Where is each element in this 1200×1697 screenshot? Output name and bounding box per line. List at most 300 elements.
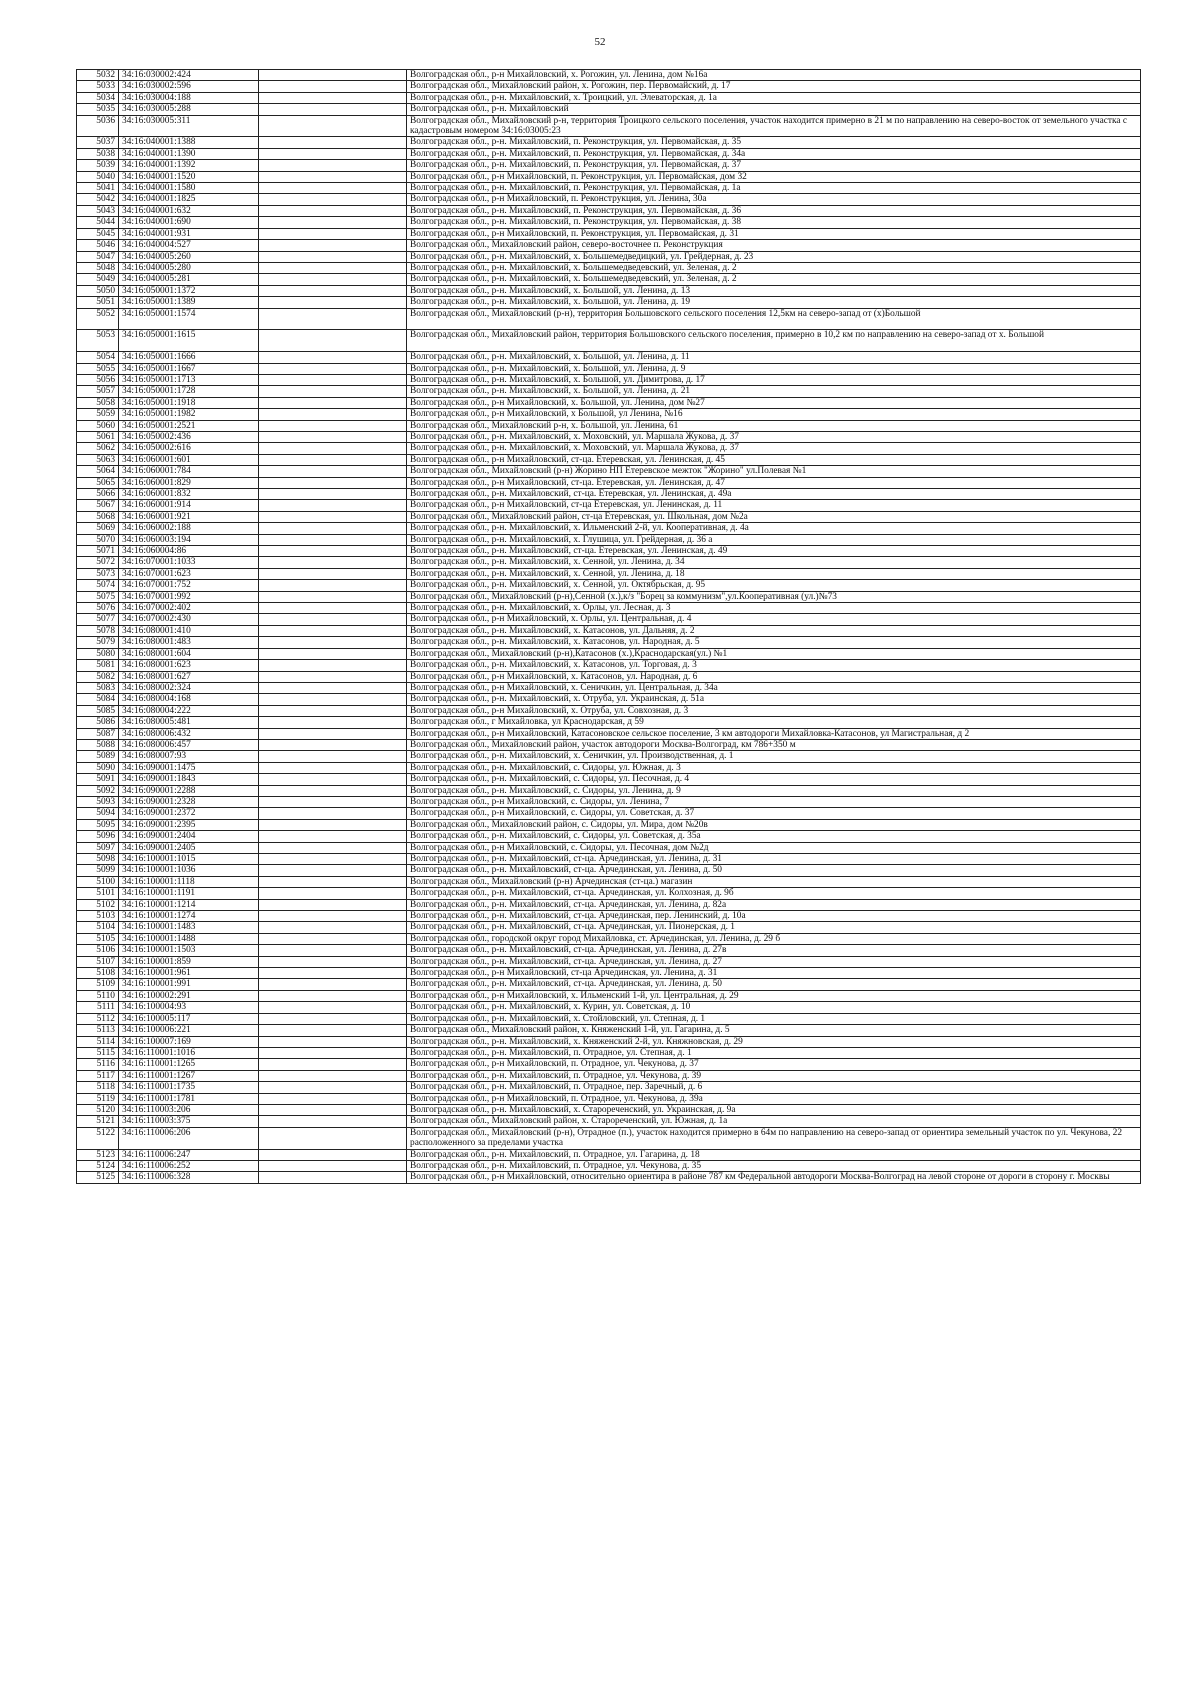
address: Волгоградская обл., р-н. Михайловский, ст-ца. Арчединская, ул. Ленина, д. 50: [407, 865, 1141, 876]
address: Волгоградская обл., р-н Михайловский, х. Ильменский 1-й, ул. Центральная, д. 29: [407, 990, 1141, 1001]
cadastral-number: 34:16:040001:1392: [119, 160, 259, 171]
cadastral-number: 34:16:100001:1191: [119, 888, 259, 899]
table-row: [77, 580, 1141, 591]
row-number: 5046: [77, 240, 119, 251]
address: Волгоградская обл., р-н. Михайловский, п. Отрадное, ул. Степная, д. 1: [407, 1047, 1141, 1058]
cadastral-number: 34:16:040005:260: [119, 251, 259, 262]
row-number: 5093: [77, 796, 119, 807]
table-row: [77, 888, 1141, 899]
table-row: [77, 1070, 1141, 1081]
address: Волгоградская обл., Михайловский (р-н),Сенной (х.),к/з "Борец за коммунизм",ул.Кооперативная (ул.)№73: [407, 591, 1141, 602]
table-row: [77, 979, 1141, 990]
row-number: 5099: [77, 865, 119, 876]
row-number: 5082: [77, 671, 119, 682]
table-row: [77, 945, 1141, 956]
empty-cell: [259, 397, 407, 408]
table-row: [77, 1082, 1141, 1093]
empty-cell: [259, 865, 407, 876]
row-number: 5038: [77, 148, 119, 159]
table-row: [77, 990, 1141, 1001]
address: Волгоградская обл., р-н. Михайловский, х. Старореченский, ул. Украинская, д. 9а: [407, 1104, 1141, 1115]
address: Волгоградская обл., Михайловский (р-н) Жорино НП Етеревское межток "Жорино" ул.Полевая №1: [407, 466, 1141, 477]
row-number: 5085: [77, 705, 119, 716]
empty-cell: [259, 990, 407, 1001]
empty-cell: [259, 1002, 407, 1013]
table-row: [77, 1160, 1141, 1171]
address: Волгоградская обл., р-н. Михайловский, ст-ца. Арчединская, ул. Ленина, д. 82а: [407, 899, 1141, 910]
row-number: 5110: [77, 990, 119, 1001]
empty-cell: [259, 466, 407, 477]
registry-table-body: [77, 70, 1141, 1184]
empty-cell: [259, 386, 407, 397]
row-number: 5060: [77, 420, 119, 431]
cadastral-number: 34:16:050001:1666: [119, 352, 259, 363]
table-row: [77, 1036, 1141, 1047]
address: Волгоградская обл., Михайловский район, х. Рогожин, пер. Первомайский, д. 17: [407, 81, 1141, 92]
address: Волгоградская обл., р-н. Михайловский, с. Сидоры, ул. Ленина, д. 9: [407, 785, 1141, 796]
address: Волгоградская обл., р-н. Михайловский, х. Моховский, ул. Маршала Жукова, д. 37: [407, 443, 1141, 454]
table-row: [77, 363, 1141, 374]
empty-cell: [259, 568, 407, 579]
cadastral-number: 34:16:050001:1667: [119, 363, 259, 374]
table-row: [77, 1025, 1141, 1036]
empty-cell: [259, 534, 407, 545]
empty-cell: [259, 774, 407, 785]
address: Волгоградская обл., р-н Михайловский, с. Сидоры, ул. Советская, д. 37: [407, 808, 1141, 819]
cadastral-number: 34:16:040004:527: [119, 240, 259, 251]
row-number: 5101: [77, 888, 119, 899]
row-number: 5075: [77, 591, 119, 602]
row-number: 5044: [77, 217, 119, 228]
row-number: 5092: [77, 785, 119, 796]
cadastral-number: 34:16:070001:752: [119, 580, 259, 591]
row-number: 5042: [77, 194, 119, 205]
cadastral-number: 34:16:050002:616: [119, 443, 259, 454]
empty-cell: [259, 842, 407, 853]
row-number: 5041: [77, 183, 119, 194]
cadastral-number: 34:16:110003:206: [119, 1104, 259, 1115]
table-row: [77, 1002, 1141, 1013]
cadastral-number: 34:16:040001:1390: [119, 148, 259, 159]
table-row: [77, 1104, 1141, 1115]
empty-cell: [259, 137, 407, 148]
table-row: [77, 660, 1141, 671]
row-number: 5107: [77, 956, 119, 967]
empty-cell: [259, 922, 407, 933]
cadastral-number: 34:16:080001:483: [119, 637, 259, 648]
address: Волгоградская обл., р-н Михайловский, Катасоновское сельское поселение, 3 км автодороги Михайловка-Катасонов, ул Магистральная, д 2: [407, 728, 1141, 739]
address: Волгоградская обл., р-н Михайловский, ст-ца. Етеревская, ул. Ленинская, д. 45: [407, 454, 1141, 465]
row-number: 5088: [77, 739, 119, 750]
cadastral-number: 34:16:040001:632: [119, 205, 259, 216]
row-number: 5111: [77, 1002, 119, 1013]
row-number: 5077: [77, 614, 119, 625]
table-row: [77, 1093, 1141, 1104]
table-row: [77, 297, 1141, 308]
cadastral-number: 34:16:040001:931: [119, 228, 259, 239]
empty-cell: [259, 1082, 407, 1093]
empty-cell: [259, 854, 407, 865]
empty-cell: [259, 454, 407, 465]
table-row: [77, 546, 1141, 557]
address: Волгоградская обл., Михайловский район, х. Старореченский, ул. Южная, д. 1а: [407, 1116, 1141, 1127]
table-row: [77, 523, 1141, 534]
row-number: 5036: [77, 115, 119, 137]
row-number: 5083: [77, 682, 119, 693]
cadastral-number: 34:16:100006:221: [119, 1025, 259, 1036]
empty-cell: [259, 523, 407, 534]
row-number: 5090: [77, 762, 119, 773]
address: Волгоградская обл., Михайловский (р-н), Отрадное (п.), участок находится примерно в 64м по направлению на северо-запад от ориентира земельный участок по ул. Чекунова, 22 расположенного за пределами участка: [407, 1127, 1141, 1149]
table-row: [77, 330, 1141, 352]
address: Волгоградская обл., р-н. Михайловский, х. Большой, ул. Димитрова, д. 17: [407, 374, 1141, 385]
empty-cell: [259, 374, 407, 385]
address: Волгоградская обл., Михайловский район, с. Сидоры, ул. Мира, дом №20в: [407, 819, 1141, 830]
address: Волгоградская обл., р-н. Михайловский: [407, 104, 1141, 115]
row-number: 5076: [77, 603, 119, 614]
table-row: [77, 534, 1141, 545]
cadastral-number: 34:16:100001:1488: [119, 933, 259, 944]
empty-cell: [259, 217, 407, 228]
table-row: [77, 454, 1141, 465]
cadastral-number: 34:16:050001:1713: [119, 374, 259, 385]
row-number: 5089: [77, 751, 119, 762]
table-row: [77, 785, 1141, 796]
table-row: [77, 808, 1141, 819]
cadastral-number: 34:16:070001:1033: [119, 557, 259, 568]
address: Волгоградская обл., р-н. Михайловский, х. Большемедведевский, ул. Зеленая, д. 2: [407, 262, 1141, 273]
address: Волгоградская обл., р-н Михайловский, ст-ца. Етеревская, ул. Ленинская, д. 47: [407, 477, 1141, 488]
empty-cell: [259, 796, 407, 807]
cadastral-number: 34:16:090001:1843: [119, 774, 259, 785]
table-row: [77, 431, 1141, 442]
table-row: [77, 148, 1141, 159]
table-row: [77, 682, 1141, 693]
cadastral-number: 34:16:080006:432: [119, 728, 259, 739]
cadastral-number: 34:16:110001:1781: [119, 1093, 259, 1104]
row-number: 5035: [77, 104, 119, 115]
row-number: 5094: [77, 808, 119, 819]
address: Волгоградская обл., р-н. Михайловский, х. Курин, ул. Советская, д. 10: [407, 1002, 1141, 1013]
empty-cell: [259, 945, 407, 956]
address: Волгоградская обл., г Михайловка, ул Краснодарская, д 59: [407, 717, 1141, 728]
cadastral-number: 34:16:060001:601: [119, 454, 259, 465]
table-row: [77, 911, 1141, 922]
row-number: 5120: [77, 1104, 119, 1115]
cadastral-number: 34:16:090001:2288: [119, 785, 259, 796]
address: Волгоградская обл., р-н. Михайловский, х. Катасонов, ул. Торговая, д. 3: [407, 660, 1141, 671]
empty-cell: [259, 1104, 407, 1115]
row-number: 5066: [77, 489, 119, 500]
address: Волгоградская обл., Михайловский район, х. Княженский 1-й, ул. Гагарина, д. 5: [407, 1025, 1141, 1036]
row-number: 5117: [77, 1070, 119, 1081]
cadastral-number: 34:16:110003:375: [119, 1116, 259, 1127]
address: Волгоградская обл., р-н Михайловский, х. Отруба, ул. Совхозная, д. 3: [407, 705, 1141, 716]
cadastral-number: 34:16:030002:424: [119, 70, 259, 81]
table-row: [77, 751, 1141, 762]
empty-cell: [259, 546, 407, 557]
row-number: 5102: [77, 899, 119, 910]
empty-cell: [259, 443, 407, 454]
row-number: 5098: [77, 854, 119, 865]
empty-cell: [259, 363, 407, 374]
row-number: 5115: [77, 1047, 119, 1058]
table-row: [77, 819, 1141, 830]
empty-cell: [259, 1047, 407, 1058]
cadastral-number: 34:16:100001:1214: [119, 899, 259, 910]
row-number: 5061: [77, 431, 119, 442]
address: Волгоградская обл., р-н. Михайловский, ст-ца. Арчединская, ул. Ленина, д. 50: [407, 979, 1141, 990]
row-number: 5064: [77, 466, 119, 477]
address: Волгоградская обл., р-н Михайловский, с. Сидоры, ул. Ленина, 7: [407, 796, 1141, 807]
cadastral-number: 34:16:080001:410: [119, 625, 259, 636]
row-number: 5071: [77, 546, 119, 557]
table-row: [77, 92, 1141, 103]
address: Волгоградская обл., р-н. Михайловский, п. Реконструкция, ул. Первомайская, д. 36: [407, 205, 1141, 216]
table-row: [77, 968, 1141, 979]
empty-cell: [259, 274, 407, 285]
empty-cell: [259, 409, 407, 420]
row-number: 5058: [77, 397, 119, 408]
cadastral-number: 34:16:060002:188: [119, 523, 259, 534]
page-number: 52: [594, 36, 606, 48]
empty-cell: [259, 808, 407, 819]
cadastral-number: 34:16:040001:1520: [119, 171, 259, 182]
empty-cell: [259, 625, 407, 636]
address: Волгоградская обл., городской округ город Михайловка, ст. Арчединская, ул. Ленина, д. 29 б: [407, 933, 1141, 944]
table-row: [77, 500, 1141, 511]
empty-cell: [259, 819, 407, 830]
table-row: [77, 466, 1141, 477]
empty-cell: [259, 297, 407, 308]
empty-cell: [259, 671, 407, 682]
address: Волгоградская обл., р-н Михайловский, п. Реконструкция, ул. Первомайская, д. 31: [407, 228, 1141, 239]
cadastral-number: 34:16:060001:829: [119, 477, 259, 488]
row-number: 5118: [77, 1082, 119, 1093]
address: Волгоградская обл., р-н. Михайловский, п. Отрадное, ул. Чекунова, д. 39: [407, 1070, 1141, 1081]
row-number: 5095: [77, 819, 119, 830]
row-number: 5072: [77, 557, 119, 568]
address: Волгоградская обл., р-н Михайловский, п. Отрадное, ул. Чекунова, д. 39а: [407, 1093, 1141, 1104]
row-number: 5045: [77, 228, 119, 239]
table-row: [77, 160, 1141, 171]
cadastral-number: 34:16:080001:604: [119, 648, 259, 659]
address: Волгоградская обл., р-н. Михайловский, х. Большой, ул. Ленина, д. 19: [407, 297, 1141, 308]
table-row: [77, 705, 1141, 716]
cadastral-number: 34:16:100001:1015: [119, 854, 259, 865]
cadastral-number: 34:16:090001:2405: [119, 842, 259, 853]
table-row: [77, 228, 1141, 239]
empty-cell: [259, 285, 407, 296]
row-number: 5123: [77, 1149, 119, 1160]
address: Волгоградская обл., р-н. Михайловский, ст-ца. Арчединская, ул. Колхозная, д. 9б: [407, 888, 1141, 899]
cadastral-number: 34:16:040001:1388: [119, 137, 259, 148]
table-row: [77, 865, 1141, 876]
cadastral-number: 34:16:030005:288: [119, 104, 259, 115]
empty-cell: [259, 968, 407, 979]
table-row: [77, 1013, 1141, 1024]
empty-cell: [259, 660, 407, 671]
address: Волгоградская обл., р-н. Михайловский, ст-ца. Арчединская, ул. Ленина, д. 31: [407, 854, 1141, 865]
row-number: 5039: [77, 160, 119, 171]
address: Волгоградская обл., р-н Михайловский, ст-ца Арчединская, ул. Ленина, д. 31: [407, 968, 1141, 979]
cadastral-number: 34:16:050001:1728: [119, 386, 259, 397]
table-row: [77, 420, 1141, 431]
address: Волгоградская обл., р-н. Михайловский, х. Сенной, ул. Ленина, д. 34: [407, 557, 1141, 568]
table-row: [77, 568, 1141, 579]
cadastral-number: 34:16:090001:2328: [119, 796, 259, 807]
empty-cell: [259, 899, 407, 910]
empty-cell: [259, 876, 407, 887]
empty-cell: [259, 591, 407, 602]
table-row: [77, 1172, 1141, 1183]
address: Волгоградская обл., р-н. Михайловский, х. Княженский 2-й, ул. Княжновская, д. 29: [407, 1036, 1141, 1047]
table-row: [77, 240, 1141, 251]
cadastral-number: 34:16:110001:1267: [119, 1070, 259, 1081]
address: Волгоградская обл., р-н Михайловский, п. Реконструкция, ул. Ленина, 30а: [407, 194, 1141, 205]
empty-cell: [259, 1127, 407, 1149]
address: Волгоградская обл., р-н. Михайловский, х. Большой, ул. Ленина, д. 9: [407, 363, 1141, 374]
cadastral-number: 34:16:060003:194: [119, 534, 259, 545]
address: Волгоградская обл., р-н Михайловский, п. Отрадное, ул. Чекунова, д. 37: [407, 1059, 1141, 1070]
address: Волгоградская обл., р-н. Михайловский, п. Реконструкция, ул. Первомайская, д. 34а: [407, 148, 1141, 159]
row-number: 5109: [77, 979, 119, 990]
cadastral-number: 34:16:100001:1036: [119, 865, 259, 876]
empty-cell: [259, 81, 407, 92]
table-row: [77, 671, 1141, 682]
cadastral-number: 34:16:110001:1735: [119, 1082, 259, 1093]
empty-cell: [259, 637, 407, 648]
table-row: [77, 1059, 1141, 1070]
empty-cell: [259, 183, 407, 194]
empty-cell: [259, 557, 407, 568]
row-number: 5073: [77, 568, 119, 579]
table-row: [77, 409, 1141, 420]
cadastral-number: 34:16:050001:2521: [119, 420, 259, 431]
cadastral-number: 34:16:100005:117: [119, 1013, 259, 1024]
address: Волгоградская обл., р-н Михайловский, х. Орлы, ул. Центральная, д. 4: [407, 614, 1141, 625]
table-row: [77, 637, 1141, 648]
row-number: 5103: [77, 911, 119, 922]
table-row: [77, 1149, 1141, 1160]
cadastral-number: 34:16:030004:188: [119, 92, 259, 103]
address: Волгоградская обл., р-н. Михайловский, х. Большой, ул. Ленина, д. 21: [407, 386, 1141, 397]
address: Волгоградская обл., р-н. Михайловский, х. Катасонов, ул. Дальняя, д. 2: [407, 625, 1141, 636]
address: Волгоградская обл., р-н. Михайловский, х. Катасонов, ул. Народная, д. 5: [407, 637, 1141, 648]
cadastral-number: 34:16:100001:961: [119, 968, 259, 979]
row-number: 5078: [77, 625, 119, 636]
address: Волгоградская обл., р-н. Михайловский, п. Реконструкция, ул. Первомайская, д. 1а: [407, 183, 1141, 194]
cadastral-number: 34:16:100001:859: [119, 956, 259, 967]
row-number: 5081: [77, 660, 119, 671]
cadastral-number: 34:16:080002:324: [119, 682, 259, 693]
empty-cell: [259, 477, 407, 488]
row-number: 5091: [77, 774, 119, 785]
cadastral-number: 34:16:050002:436: [119, 431, 259, 442]
row-number: 5100: [77, 876, 119, 887]
empty-cell: [259, 308, 407, 330]
address: Волгоградская обл., Михайловский (р-н) Арчединская (ст-ца.) магазин: [407, 876, 1141, 887]
empty-cell: [259, 70, 407, 81]
cadastral-number: 34:16:100001:1118: [119, 876, 259, 887]
cadastral-number: 34:16:080001:627: [119, 671, 259, 682]
cadastral-number: 34:16:070002:430: [119, 614, 259, 625]
row-number: 5055: [77, 363, 119, 374]
table-row: [77, 933, 1141, 944]
row-number: 5122: [77, 1127, 119, 1149]
empty-cell: [259, 1036, 407, 1047]
table-row: [77, 477, 1141, 488]
cadastral-number: 34:16:070002:402: [119, 603, 259, 614]
empty-cell: [259, 888, 407, 899]
cadastral-number: 34:16:090001:2395: [119, 819, 259, 830]
table-row: [77, 831, 1141, 842]
cadastral-number: 34:16:060001:832: [119, 489, 259, 500]
empty-cell: [259, 171, 407, 182]
row-number: 5053: [77, 330, 119, 352]
empty-cell: [259, 614, 407, 625]
empty-cell: [259, 933, 407, 944]
row-number: 5056: [77, 374, 119, 385]
address: Волгоградская обл., р-н. Михайловский, х. Троицкий, ул. Элеваторская, д. 1а: [407, 92, 1141, 103]
address: Волгоградская обл., Михайловский (р-н), территория Большовского сельского поселения 12,5км на северо-запад от (х)Большой: [407, 308, 1141, 330]
cadastral-number: 34:16:110006:206: [119, 1127, 259, 1149]
address: Волгоградская обл., р-н. Михайловский, ст-ца. Арчединская, ул. Пионерская, д. 1: [407, 922, 1141, 933]
row-number: 5047: [77, 251, 119, 262]
address: Волгоградская обл., р-н. Михайловский, х. Отруба, ул. Украинская, д. 51а: [407, 694, 1141, 705]
empty-cell: [259, 205, 407, 216]
empty-cell: [259, 500, 407, 511]
cadastral-number: 34:16:070001:992: [119, 591, 259, 602]
cadastral-number: 34:16:060001:914: [119, 500, 259, 511]
address: Волгоградская обл., р-н. Михайловский, п. Отрадное, ул. Гагарина, д. 18: [407, 1149, 1141, 1160]
cadastral-number: 34:16:110006:247: [119, 1149, 259, 1160]
empty-cell: [259, 751, 407, 762]
row-number: 5116: [77, 1059, 119, 1070]
table-row: [77, 352, 1141, 363]
table-row: [77, 137, 1141, 148]
address: Волгоградская обл., р-н. Михайловский, ст-ца. Етеревская, ул. Ленинская, д. 49а: [407, 489, 1141, 500]
address: Волгоградская обл., р-н. Михайловский, х. Большемедведицкий, ул. Грейдерная, д. 23: [407, 251, 1141, 262]
table-row: [77, 194, 1141, 205]
address: Волгоградская обл., р-н. Михайловский, п. Реконструкция, ул. Первомайская, д. 38: [407, 217, 1141, 228]
table-row: [77, 899, 1141, 910]
row-number: 5062: [77, 443, 119, 454]
address: Волгоградская обл., р-н. Михайловский, х. Большемедведевский, ул. Зеленая, д. 2: [407, 274, 1141, 285]
empty-cell: [259, 1013, 407, 1024]
row-number: 5067: [77, 500, 119, 511]
address: Волгоградская обл., р-н. Михайловский, х. Большой, ул. Ленина, д. 13: [407, 285, 1141, 296]
cadastral-number: 34:16:040001:1825: [119, 194, 259, 205]
empty-cell: [259, 1070, 407, 1081]
row-number: 5113: [77, 1025, 119, 1036]
empty-cell: [259, 979, 407, 990]
row-number: 5124: [77, 1160, 119, 1171]
table-row: [77, 1116, 1141, 1127]
cadastral-number: 34:16:050001:1918: [119, 397, 259, 408]
table-row: [77, 308, 1141, 330]
cadastral-number: 34:16:090001:1475: [119, 762, 259, 773]
cadastral-number: 34:16:100004:93: [119, 1002, 259, 1013]
row-number: 5043: [77, 205, 119, 216]
cadastral-number: 34:16:100007:169: [119, 1036, 259, 1047]
row-number: 5049: [77, 274, 119, 285]
table-row: [77, 614, 1141, 625]
empty-cell: [259, 489, 407, 500]
address: Волгоградская обл., р-н. Михайловский, ст-ца. Етеревская, ул. Ленинская, д. 49: [407, 546, 1141, 557]
address: Волгоградская обл., Михайловский р-н, территория Троицкого сельского поселения, участок находится примерно в 21 м по направлению на северо-восток от земельного участка с кадастровым номером 34:16:03005:23: [407, 115, 1141, 137]
row-number: 5040: [77, 171, 119, 182]
